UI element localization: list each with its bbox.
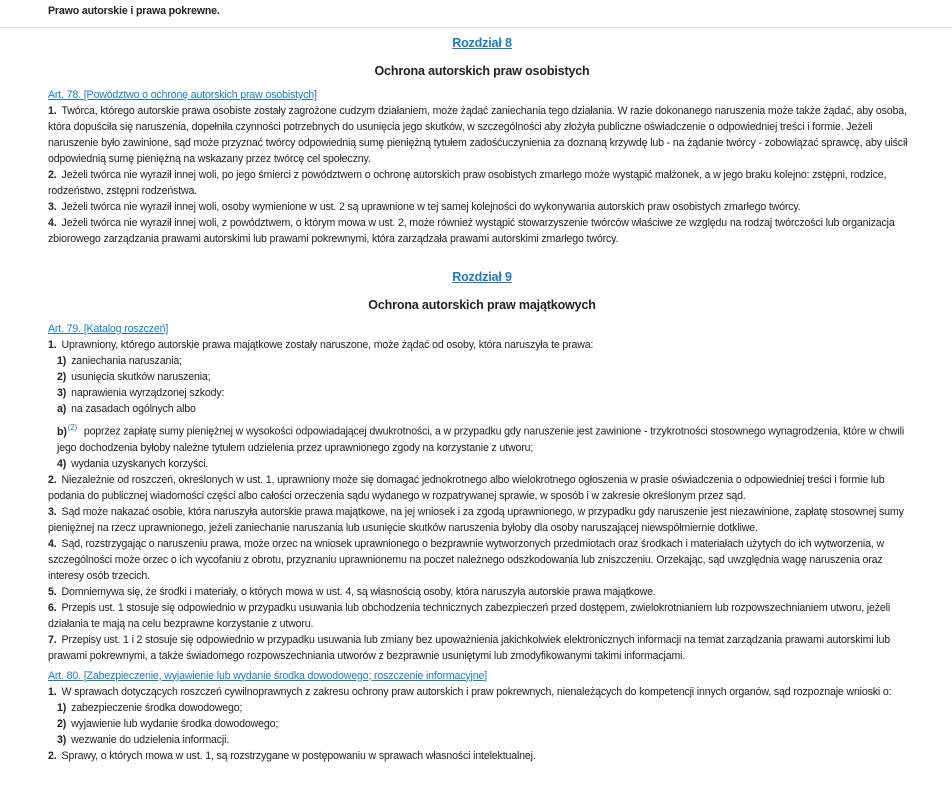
- paragraph-text: Jeżeli twórca nie wyraził innej woli, z powództwem, o którym mowa w ust. 2, może również wystąpić stowarzyszenie twórców właściwe ze względu na rodzaj twórczości lub organizacja zbiorowego zarządzania prawami autorskimi lub prawami pokrewnymi, która zarządzała prawami autorskimi zmarłego twórcy.: [48, 217, 895, 245]
- point-text: wezwanie do udzielenia informacji.: [71, 733, 230, 746]
- point: [48, 732, 916, 748]
- paragraph-number: 2.: [48, 473, 57, 486]
- point: [48, 369, 916, 385]
- paragraph-number: 1.: [48, 105, 57, 117]
- paragraph-text: Uprawniony, którego autorskie prawa majątkowe zostały naruszone, może żądać od osoby, która naruszyła te prawa:: [61, 339, 594, 351]
- paragraph: [48, 199, 916, 215]
- paragraph-number: 2.: [48, 749, 57, 762]
- paragraph: [48, 103, 916, 167]
- chapter-9-link[interactable]: Rozdział 9: [452, 270, 512, 284]
- art-79-link[interactable]: Art. 79. [Katalog roszczeń]: [48, 323, 169, 335]
- letter-number: a): [57, 403, 67, 415]
- paragraph: [48, 504, 916, 536]
- paragraph-text: W sprawach dotyczących roszczeń cywilnoprawnych z zakresu ochrony praw autorskich i praw pokrewnych, nienależących do kompetencji innych organów, sąd rozpoznaje wnioski o:: [61, 685, 892, 698]
- point-number: 2): [57, 371, 67, 383]
- letter-text: poprzez zapłatę sumy pieniężnej w wysokości odpowiadającej dwukrotności, a w przypadku gdy naruszenie jest zawinione - trzykrotności stosownego wynagrodzenia, które w chwili jego dochodzenia byłoby należne tytułem udzielenia przez uprawnionego zgody na korzystanie z utworu;: [57, 425, 905, 454]
- point-number: 3): [57, 733, 67, 746]
- document-title: Prawo autorskie i prawa pokrewne.: [48, 5, 220, 17]
- paragraph: [48, 748, 916, 764]
- point: [48, 385, 916, 401]
- point: [48, 716, 916, 732]
- letter-number: b): [57, 425, 67, 438]
- footnote-link[interactable]: (2): [67, 423, 78, 432]
- chapter-9-title: Ochrona autorskich praw majątkowych: [368, 298, 596, 312]
- point-number: 3): [57, 387, 67, 399]
- paragraph-text: Niezależnie od roszczeń, określonych w ust. 1, uprawniony może się domagać jednokrotnego albo wielokrotnego ogłoszenia w prasie oświadczenia o odpowiedniej treści i formie lub podania do publicznej wiadomości części albo całości orzeczenia sądu wydanego w rozpatrywanej sprawie, w sposób i w zakresie określonym przez sąd.: [48, 473, 885, 502]
- point-text: wyjawienie lub wydanie środka dowodowego;: [71, 717, 279, 730]
- point: [48, 700, 916, 716]
- paragraph-text: Domniemywa się, że środki i materiały, o których mowa w ust. 4, są własnością osoby, która naruszyła autorskie prawa majątkowe.: [61, 585, 656, 598]
- art-80-link[interactable]: Art. 80. [Zabezpieczenie, wyjawienie lub wydanie środka dowodowego; roszczenie informacyjne]: [48, 669, 488, 682]
- point-text: usunięcia skutków naruszenia;: [71, 371, 211, 383]
- point: [48, 353, 916, 369]
- document-content: [0, 32, 952, 764]
- paragraph: [48, 584, 916, 600]
- paragraph-number: 1.: [48, 339, 57, 351]
- chapter-8-link[interactable]: Rozdział 8: [452, 36, 512, 50]
- paragraph-text: Sąd, rozstrzygając o naruszeniu prawa, może orzec na wniosek uprawnionego o bezprawnie wytworzonych przedmiotach oraz środkach i materiałach użytych do ich wytworzenia, w szczególności może orzec o ich wycofaniu z obrotu, przyznaniu uprawnionemu na poczet należnego odszkodowania lub zniszczeniu. Orzekając, sąd uwzględnia wagę naruszenia oraz interesy osób trzecich.: [48, 537, 884, 582]
- point: [48, 456, 916, 472]
- paragraph-number: 7.: [48, 633, 57, 646]
- paragraph-text: Sąd może nakazać osobie, która naruszyła autorskie prawa majątkowe, na jej wniosek i za zgodą uprawnionego, w przypadku gdy naruszenie jest niezawinione, zapłatę stosownej sumy pieniężnej na rzecz uprawnionego, jeżeli zaniechanie naruszania lub usunięcie skutków naruszenia byłoby dla osoby naruszającej niewspółmiernie dotkliwe.: [48, 505, 904, 534]
- paragraph: [48, 536, 916, 584]
- paragraph: [48, 167, 916, 199]
- paragraph-number: 4.: [48, 537, 57, 550]
- point-number: 1): [57, 355, 67, 367]
- chapter-8-title: Ochrona autorskich praw osobistych: [374, 64, 590, 78]
- point-number: 2): [57, 717, 67, 730]
- paragraph-text: Sprawy, o których mowa w ust. 1, są rozstrzygane w postępowaniu w sprawach własności intelektualnej.: [61, 749, 536, 762]
- letter-text: na zasadach ogólnych albo: [71, 403, 196, 415]
- document-header: [0, 0, 952, 28]
- paragraph-number: 2.: [48, 169, 57, 181]
- paragraph-text: Przepisy ust. 1 i 2 stosuje się odpowiednio w przypadku usuwania lub zmiany bez upoważnienia jakichkolwiek elektronicznych informacji na temat zarządzania prawami autorskimi lub prawami pokrewnymi, a także świadomego rozpowszechniania utworów z bezprawnie usuniętymi lub zmodyfikowanymi takimi informacjami.: [48, 633, 890, 662]
- paragraph: [48, 215, 916, 247]
- paragraph-number: 1.: [48, 685, 57, 698]
- letter-point: [48, 401, 916, 417]
- paragraph-number: 3.: [48, 201, 57, 213]
- paragraph-text: Twórca, którego autorskie prawa osobiste zostały zagrożone cudzym działaniem, może żądać zaniechania tego działania. W razie dokonanego naruszenia może także żądać, aby osoba, która dopuściła się naruszenia, dopełniła czynności potrzebnych do usunięcia jego skutków, w szczególności aby złożyła publiczne oświadczenie o odpowiedniej treści i formie. Jeżeli naruszenie było zawinione, sąd może przyznać twórcy odpowiednią sumę pieniężną tytułem zadośćuczynienia za doznaną krzywdę lub - na żądanie twórcy - zobowiązać sprawcę, aby uiścił odpowiednią sumę pieniężną na wskazany przez twórcę cel społeczny.: [48, 105, 908, 165]
- paragraph: [48, 632, 916, 664]
- paragraph-text: Przepis ust. 1 stosuje się odpowiednio w przypadku usuwania lub obchodzenia technicznych zabezpieczeń przed dostępem, zwielokrotnianiem lub rozpowszechnianiem utworu, jeżeli działania te mają na celu bezprawne korzystanie z utworu.: [48, 601, 891, 630]
- paragraph: [48, 684, 916, 700]
- point-text: wydania uzyskanych korzyści.: [71, 457, 209, 470]
- point-text: naprawienia wyrządzonej szkody:: [71, 387, 225, 399]
- letter-point: [48, 420, 916, 456]
- paragraph: [48, 337, 916, 353]
- paragraph: [48, 600, 916, 632]
- art-78-link[interactable]: Art. 78. [Powództwo o ochronę autorskich praw osobistych]: [48, 89, 317, 101]
- point-number: 1): [57, 701, 67, 714]
- paragraph: [48, 472, 916, 504]
- paragraph-number: 3.: [48, 505, 57, 518]
- paragraph-number: 5.: [48, 585, 57, 598]
- paragraph-number: 6.: [48, 601, 57, 614]
- point-text: zaniechania naruszania;: [71, 355, 182, 367]
- point-text: zabezpieczenie środka dowodowego;: [71, 701, 243, 714]
- paragraph-text: Jeżeli twórca nie wyraził innej woli, osoby wymienione w ust. 2 są uprawnione w tej samej kolejności do wykonywania autorskich praw osobistych zmarłego twórcy.: [61, 201, 801, 213]
- point-number: 4): [57, 457, 67, 470]
- paragraph-text: Jeżeli twórca nie wyraził innej woli, po jego śmierci z powództwem o ochronę autorskich praw osobistych zmarłego może wystąpić małżonek, a w jego braku kolejno: zstępni, rodzice, rodzeństwo, zstępni rodzeństwa.: [48, 169, 887, 197]
- paragraph-number: 4.: [48, 217, 57, 229]
